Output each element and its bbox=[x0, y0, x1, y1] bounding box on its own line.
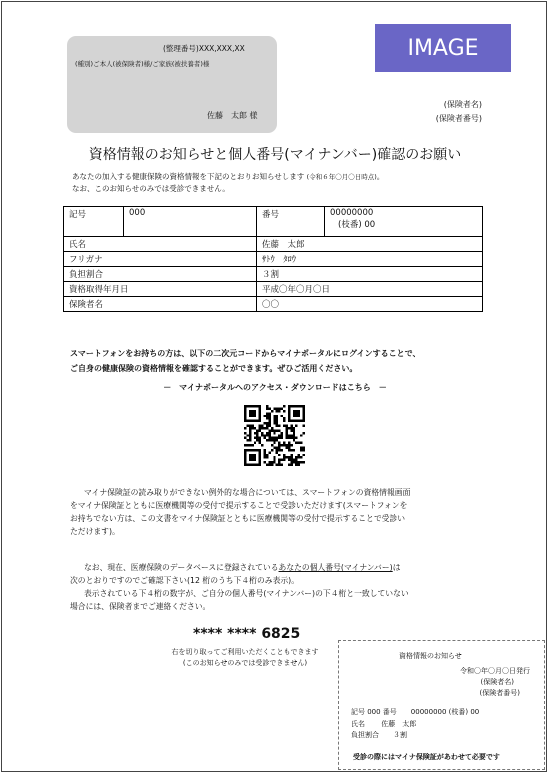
row-value: 佐藤 太郎 bbox=[257, 237, 483, 252]
cutout-issue-date: 令和〇年〇月〇日発行 bbox=[460, 667, 530, 675]
row-value: ３割 bbox=[257, 267, 483, 282]
cutout-card bbox=[338, 640, 545, 770]
image-placeholder: IMAGE bbox=[375, 24, 511, 72]
table-row bbox=[64, 267, 483, 282]
intro-text: あなたの加入する健康保険の資格情報を下記のとおりお知らせします (令和６年〇月〇日時点)。 なお、このお知らせのみでは受診できません。 bbox=[72, 172, 385, 193]
row-label: フリガナ bbox=[64, 252, 257, 267]
cut-note: 右を切り取ってご利用いただくこともできます (このお知らせのみでは受診できません) bbox=[171, 648, 319, 667]
insurer-number: (保険者番号) bbox=[435, 114, 482, 123]
row-label: 資格取得年月日 bbox=[64, 282, 257, 297]
recipient-name: 佐藤 太郎 様 bbox=[207, 111, 258, 120]
cutout-title: 資格情報のお知らせ bbox=[399, 652, 462, 660]
table-row bbox=[64, 252, 483, 267]
cutout-footer: 受診の際にはマイナ保険証があわせて必要です bbox=[353, 753, 500, 761]
cutout-ratio-line: 負担割合 ３割 bbox=[351, 731, 407, 739]
document-title: 資格情報のお知らせと個人番号(マイナンバー)確認のお願い bbox=[88, 147, 462, 163]
cutout-kigo-line: 記号 000 番号 00000000 (枝番) 00 bbox=[351, 708, 480, 716]
row-value: 〇〇 bbox=[257, 297, 483, 312]
row-label: 保険者名 bbox=[64, 297, 257, 312]
insurer-name: (保険者名) bbox=[443, 100, 482, 109]
cutout-insurer-number: (保険者番号) bbox=[479, 689, 520, 697]
mynacard-paragraph: マイナ保険証の読み取りができない例外的な場合については、スマートフォンの資格情報画面 をマイナ保険証とともに医療機関等の受付で提示することで受診いただけます(スマートフォンを お持ちでない方は、この文書をマイナ保険証とともに医療機関等の受付で提示することで受診い ただけます)。 bbox=[70, 488, 411, 536]
table-row bbox=[64, 282, 483, 297]
row-value: 平成〇年〇月〇日 bbox=[257, 282, 483, 297]
table-row bbox=[64, 237, 483, 252]
mynumber-paragraph: なお、現在、医療保険のデータベースに登録されているあなたの個人番号(マイナンバー)は 次のとおりですのでご確認下さい(12 桁のうち下４桁のみ表示)。 表示されている下４桁の数字が、ご自分の個人番号(マイナンバー)の下４桁と一致していない 場合には、保険者までご連絡ください。 bbox=[70, 563, 409, 611]
info-table bbox=[63, 206, 483, 312]
masked-mynumber: **** **** 6825 bbox=[193, 626, 301, 642]
kigo-label: 記号 bbox=[64, 207, 124, 237]
kigo-value: 000 bbox=[124, 207, 257, 237]
qr-code-icon[interactable] bbox=[244, 405, 305, 466]
row-label: 負担割合 bbox=[64, 267, 257, 282]
reference-number: (整理番号)XXX,XXX,XX bbox=[163, 44, 245, 53]
recipient-type: (種別)ご本人(被保険者)様/ご家族(被扶養者)様 bbox=[75, 60, 210, 68]
cutout-insurer-name: (保険者名) bbox=[480, 678, 514, 686]
bango-label: 番号 bbox=[257, 207, 325, 237]
row-value: ｻﾄｳ ﾀﾛｳ bbox=[257, 252, 483, 267]
table-row bbox=[64, 297, 483, 312]
smartphone-notice: スマートフォンをお持ちの方は、以下の二次元コードからマイナポータルにログインすることで、 ご自身の健康保険の資格情報を確認することができます。ぜひご活用ください。 bbox=[70, 349, 421, 373]
address-box bbox=[67, 36, 277, 133]
bango-value: 00000000 (枝番) 00 bbox=[325, 207, 483, 237]
cutout-name-line: 氏名 佐藤 太郎 bbox=[351, 720, 417, 728]
mynaportal-access-link[interactable]: － マイナポータルへのアクセス・ダウンロードはこちら － bbox=[163, 383, 387, 392]
table-row bbox=[64, 207, 483, 237]
row-label: 氏名 bbox=[64, 237, 257, 252]
